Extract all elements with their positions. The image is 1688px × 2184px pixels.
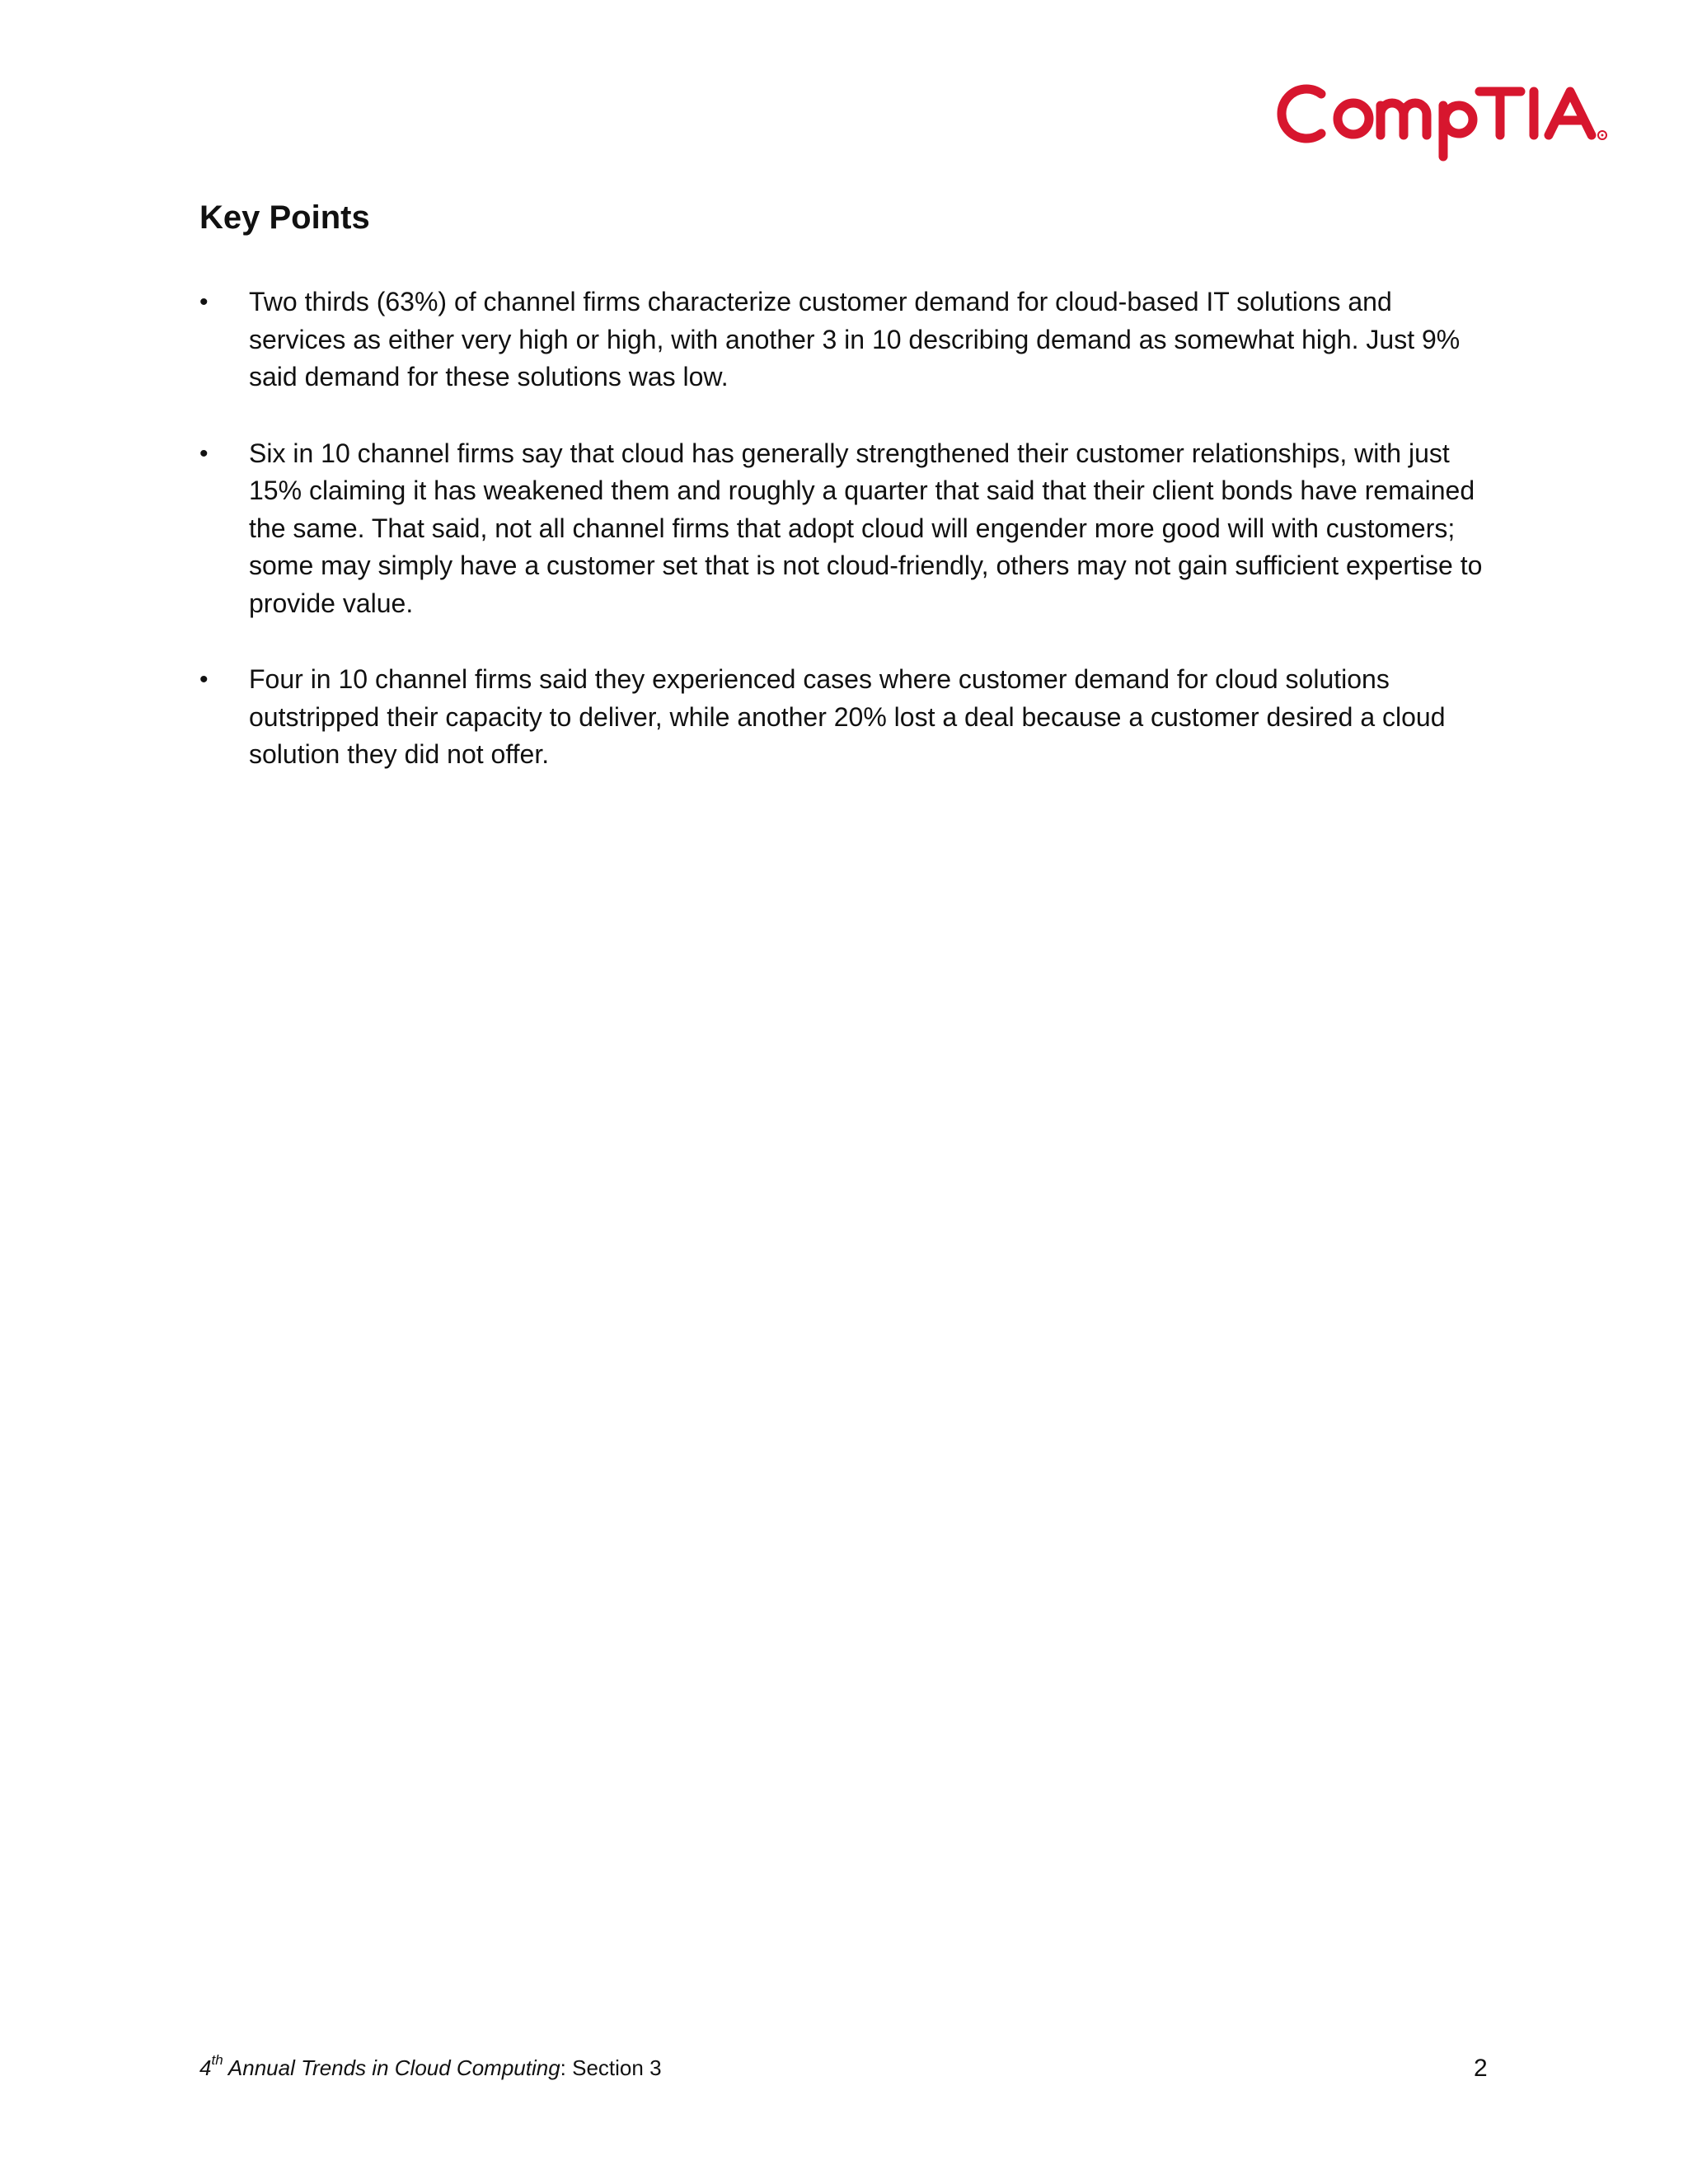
- key-points-list: [199, 284, 1485, 813]
- bullet-icon: •: [199, 288, 209, 316]
- bullet-icon: •: [199, 439, 209, 467]
- key-point-item: [199, 661, 1485, 774]
- key-point-item: [199, 435, 1485, 623]
- comptia-logo: [1273, 76, 1611, 166]
- footer-ordinal-number: 4: [199, 2055, 212, 2080]
- footer-section-text: : Section 3: [560, 2055, 662, 2080]
- key-point-text: Two thirds (63%) of channel firms characterize customer demand for cloud-based IT solutions and services as either very high or high, with another 3 in 10 describing demand as somewhat high. Just 9% said demand for these solutions was low.: [249, 287, 1461, 391]
- key-point-text: Six in 10 channel firms say that cloud has generally strengthened their customer relationships, with just 15% claiming it has weakened them and roughly a quarter that said that their client bonds have remained the same. That said, not all channel firms that adopt cloud will engender more good will with customers; some may simply have a customer set that is not cloud-friendly, others may not gain sufficient expertise to provide value.: [249, 438, 1483, 618]
- key-point-item: [199, 284, 1485, 396]
- footer-title-text: Annual Trends in Cloud Computing: [223, 2055, 560, 2080]
- footer-report-title: [199, 2052, 662, 2081]
- page-number: 2: [1474, 2055, 1488, 2082]
- page-heading: Key Points: [199, 199, 370, 236]
- key-point-text: Four in 10 channel firms said they experienced cases where customer demand for cloud solutions outstripped their capacity to deliver, while another 20% lost a deal because a customer desired a cloud solution they did not offer.: [249, 664, 1446, 769]
- footer-ordinal-suffix: th: [211, 2052, 223, 2068]
- bullet-icon: •: [199, 666, 209, 693]
